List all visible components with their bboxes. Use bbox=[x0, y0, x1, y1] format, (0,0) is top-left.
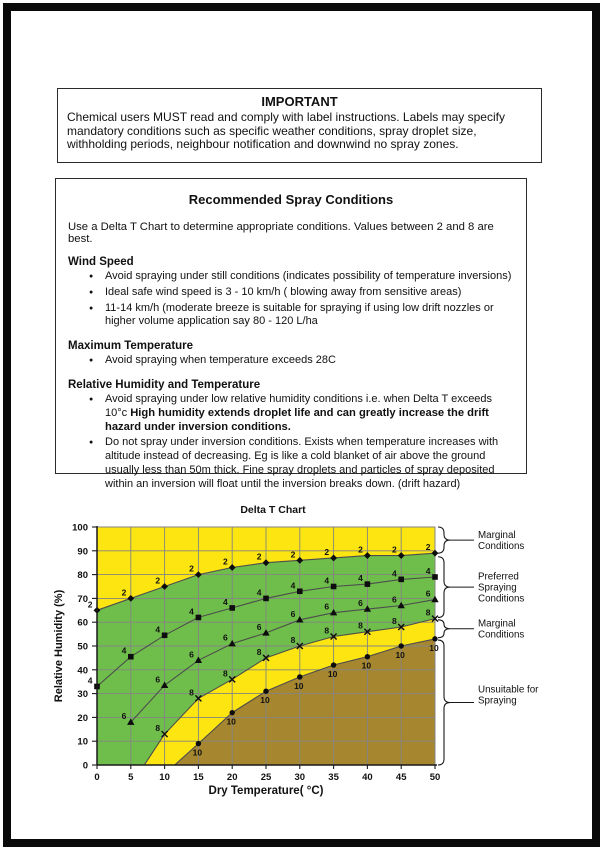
series-6-point-label: 6 bbox=[222, 632, 228, 643]
series-4-point-label: 4 bbox=[121, 645, 127, 656]
series-4-marker bbox=[398, 577, 404, 583]
series-8-point-label: 8 bbox=[358, 620, 363, 631]
y-tick-label: 30 bbox=[77, 689, 88, 701]
important-text: Chemical users MUST read and comply with label instructions. Labels may specify mandatory conditions such as specific weather conditions, spray droplet size, withholding periods, neighbour notification and downwind no spray zones. bbox=[67, 110, 505, 152]
spray-section bbox=[68, 379, 518, 492]
bullet-marker: ● bbox=[89, 395, 94, 403]
series-4-point-label: 4 bbox=[189, 606, 194, 617]
series-4-point-label: 4 bbox=[324, 575, 330, 586]
zone-label: Conditions bbox=[478, 629, 525, 641]
y-tick-label: 60 bbox=[77, 617, 88, 629]
series-2-point-label: 2 bbox=[155, 575, 161, 586]
bullet-item bbox=[68, 270, 518, 284]
y-axis-title: Relative Humidity (%) bbox=[53, 589, 65, 703]
x-tick-label: 10 bbox=[159, 772, 170, 783]
section-heading: Maximum Temperature bbox=[68, 340, 194, 353]
section-heading: Wind Speed bbox=[68, 256, 134, 268]
series-8-point-label: 8 bbox=[256, 646, 262, 657]
bullet-marker: ● bbox=[89, 439, 94, 447]
bullet-item bbox=[68, 302, 518, 330]
series-10-point-label: 10 bbox=[260, 695, 270, 706]
zone-annotation bbox=[438, 527, 524, 553]
x-tick-label: 50 bbox=[429, 772, 441, 783]
spray-conditions-box bbox=[55, 178, 527, 490]
series-4-point-label: 4 bbox=[222, 596, 228, 607]
series-4-point-label: 4 bbox=[155, 624, 161, 635]
series-6-point-label: 6 bbox=[121, 711, 127, 722]
bullet-marker: ● bbox=[89, 288, 94, 296]
series-4-point-label: 4 bbox=[87, 675, 93, 686]
chart-title: Delta T Chart bbox=[240, 504, 306, 516]
curly-brace bbox=[438, 527, 450, 553]
bullet-text: Avoid spraying when temperature exceeds 28C bbox=[105, 354, 336, 367]
series-10-marker bbox=[432, 636, 437, 641]
series-4-marker bbox=[229, 605, 235, 611]
zone-label: Marginal bbox=[478, 529, 516, 541]
bullet-item bbox=[68, 436, 518, 491]
series-4-marker bbox=[432, 574, 438, 580]
bullet-item bbox=[68, 286, 518, 300]
series-4-marker bbox=[162, 632, 168, 638]
bullet-bold-text: High humidity extends droplet life and can greatly increase the drift hazard under inversion conditions. bbox=[105, 406, 489, 433]
spray-conditions-title: Recommended Spray Conditions bbox=[188, 192, 394, 207]
spray-conditions-intro: Use a Delta T Chart to determine appropriate conditions. Values between 2 and 8 are best. bbox=[68, 221, 494, 245]
series-2-point-label: 2 bbox=[290, 549, 296, 560]
series-2-point-label: 2 bbox=[358, 544, 363, 555]
series-4-point-label: 4 bbox=[256, 587, 262, 598]
y-tick-label: 70 bbox=[77, 593, 88, 605]
x-axis-title: Dry Temperature( °C) bbox=[208, 785, 324, 797]
bullet-text: Avoid spraying under low relative humidity conditions i.e. when Delta T exceeds 10°c High humidity extends droplet life and can greatly increase the drift hazard under inversion conditions. bbox=[105, 392, 493, 433]
x-tick-label: 5 bbox=[128, 772, 134, 783]
series-10-point-label: 10 bbox=[226, 716, 236, 727]
important-notice-box bbox=[57, 88, 542, 163]
series-2-point-label: 2 bbox=[87, 599, 93, 610]
series-10-point-label: 10 bbox=[327, 669, 338, 680]
series-10-marker bbox=[196, 741, 201, 746]
x-tick-label: 25 bbox=[260, 772, 272, 783]
zone-annotation bbox=[438, 619, 524, 641]
series-10-point-label: 10 bbox=[429, 642, 439, 653]
series-4-marker bbox=[331, 584, 337, 590]
zone-annotation bbox=[438, 557, 524, 618]
zone-label: Preferred bbox=[478, 571, 519, 583]
section-heading: Relative Humidity and Temperature bbox=[68, 378, 261, 391]
y-tick-label: 0 bbox=[82, 760, 88, 772]
series-2-point-label: 2 bbox=[391, 544, 397, 555]
bullet-text: 11-14 km/h (moderate breeze is suitable for spraying if using low drift nozzles or higher volume application say 80 - 120 L/ha bbox=[105, 301, 494, 328]
series-2-point-label: 2 bbox=[222, 556, 228, 567]
bullet-text: Ideal safe wind speed is 3 - 10 km/h ( blowing away from sensitive areas) bbox=[105, 285, 462, 298]
x-tick-label: 40 bbox=[362, 772, 373, 783]
bullet-marker: ● bbox=[89, 304, 94, 312]
series-8-point-label: 8 bbox=[290, 635, 296, 645]
x-tick-label: 0 bbox=[94, 772, 100, 783]
bullet-marker: ● bbox=[89, 357, 94, 365]
x-tick-label: 20 bbox=[226, 772, 238, 783]
series-2-point-label: 2 bbox=[189, 563, 194, 574]
series-10-point-label: 10 bbox=[361, 660, 372, 671]
curly-brace bbox=[438, 557, 450, 618]
zone-label: Conditions bbox=[478, 540, 525, 552]
series-8-point-label: 8 bbox=[189, 687, 194, 698]
series-2-point-label: 2 bbox=[256, 551, 262, 562]
series-10-point-label: 10 bbox=[192, 747, 203, 758]
y-tick-label: 90 bbox=[77, 546, 88, 558]
series-4-marker bbox=[263, 596, 269, 602]
series-8-point-label: 8 bbox=[391, 615, 397, 626]
spray-sections bbox=[56, 256, 526, 492]
zone-label: Conditions bbox=[478, 593, 525, 605]
y-tick-label: 100 bbox=[72, 522, 88, 534]
series-6-point-label: 6 bbox=[189, 649, 194, 660]
bullet-marker: ● bbox=[89, 273, 94, 280]
y-tick-label: 40 bbox=[77, 665, 88, 677]
x-tick-label: 15 bbox=[193, 772, 204, 783]
series-2-point-label: 2 bbox=[425, 542, 431, 553]
bullet-item bbox=[68, 354, 518, 368]
zone-label: Marginal bbox=[478, 618, 516, 630]
series-10-marker bbox=[365, 654, 370, 659]
zone-label: Unsuitable for bbox=[478, 684, 539, 696]
series-4-marker bbox=[297, 588, 303, 594]
zone-annotation bbox=[438, 640, 539, 765]
series-6-point-label: 6 bbox=[155, 674, 161, 685]
spray-section bbox=[68, 340, 518, 368]
series-10-marker bbox=[297, 674, 302, 679]
zone-label: Spraying bbox=[478, 695, 517, 707]
x-tick-label: 30 bbox=[294, 772, 306, 783]
delta-t-chart bbox=[50, 496, 598, 826]
series-4-marker bbox=[365, 581, 371, 587]
important-title: IMPORTANT bbox=[261, 94, 338, 109]
y-tick-label: 50 bbox=[77, 641, 88, 653]
series-6-point-label: 6 bbox=[425, 588, 431, 599]
series-10-point-label: 10 bbox=[395, 650, 405, 660]
x-tick-label: 45 bbox=[395, 772, 407, 783]
zone-label: Spraying bbox=[478, 582, 517, 594]
series-6-point-label: 6 bbox=[391, 594, 397, 605]
series-2-point-label: 2 bbox=[121, 587, 127, 598]
y-tick-label: 10 bbox=[77, 736, 88, 748]
series-10-marker bbox=[399, 643, 404, 648]
bullet-item bbox=[68, 393, 518, 434]
series-4-point-label: 4 bbox=[358, 573, 363, 584]
curly-brace bbox=[438, 620, 450, 638]
series-4-point-label: 4 bbox=[391, 568, 397, 579]
series-8-point-label: 8 bbox=[155, 723, 161, 734]
series-4-marker bbox=[196, 615, 202, 621]
series-4-point-label: 4 bbox=[425, 565, 431, 576]
series-6-point-label: 6 bbox=[290, 608, 296, 619]
bullet-text: Avoid spraying under still conditions (indicates possibility of temperature inversions) bbox=[105, 270, 512, 282]
series-10-marker bbox=[331, 662, 336, 667]
spray-section bbox=[68, 256, 518, 329]
series-8-point-label: 8 bbox=[222, 668, 228, 679]
series-6-point-label: 6 bbox=[358, 598, 363, 609]
bullet-text: Do not spray under inversion conditions. Exists when temperature increases with altitude instead of decreasing. Eg is like a cold blanket of air above the ground usually less than 50m thick. Fine spray droplets and particles of spray deposited within an inversion will float until the inversion breaks down. (drift hazard) bbox=[105, 436, 499, 490]
y-tick-label: 20 bbox=[77, 712, 88, 724]
series-8-point-label: 8 bbox=[425, 607, 431, 618]
series-4-marker bbox=[128, 654, 134, 660]
series-6-point-label: 6 bbox=[324, 601, 330, 612]
series-4-point-label: 4 bbox=[290, 580, 296, 591]
series-10-marker bbox=[230, 710, 235, 715]
series-6-point-label: 6 bbox=[256, 621, 262, 632]
curly-brace bbox=[438, 640, 450, 765]
series-8-point-label: 8 bbox=[324, 625, 330, 636]
series-10-marker bbox=[263, 689, 268, 694]
x-tick-label: 35 bbox=[328, 772, 339, 783]
series-2-point-label: 2 bbox=[324, 546, 330, 557]
series-10-point-label: 10 bbox=[294, 680, 304, 691]
y-tick-label: 80 bbox=[77, 570, 88, 582]
